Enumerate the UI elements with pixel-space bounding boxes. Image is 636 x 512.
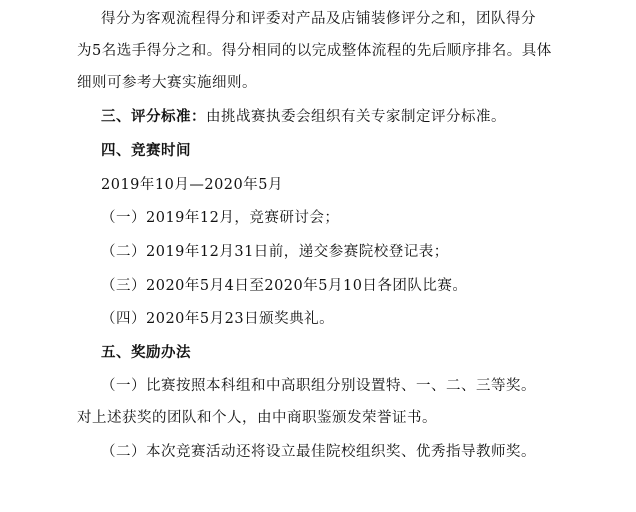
section-three-line — [101, 107, 506, 127]
award-item-line: 对上述获奖的团队和个人，由中商职鉴颁发荣誉证书。 — [77, 410, 437, 426]
award-item-line: （一）比赛按照本科组和中高职组分别设置特、一、二、三等奖。 — [101, 378, 536, 394]
award-item-line: （二）本次竞赛活动还将设立最佳院校组织奖、优秀指导教师奖。 — [101, 444, 536, 460]
section-three-text: 由挑战赛执委会组织有关专家制定评分标准。 — [206, 109, 506, 125]
schedule-item: （一）2019年12月，竞赛研讨会； — [101, 210, 340, 226]
section-three-label: 三、评分标准： — [101, 108, 206, 125]
paragraph-line: 得分为客观流程得分和评委对产品及店铺装修评分之和，团队得分 — [101, 11, 536, 27]
paragraph-line: 细则可参考大赛实施细则。 — [77, 75, 257, 91]
competition-date-range: 2019年10月—2020年5月 — [101, 177, 283, 193]
paragraph-line: 为5名选手得分之和。得分相同的以完成整体流程的先后顺序排名。具体 — [77, 43, 552, 59]
schedule-item: （四）2020年5月23日颁奖典礼。 — [101, 311, 335, 327]
section-four-heading: 四、竞赛时间 — [101, 142, 191, 159]
section-five-heading: 五、奖励办法 — [101, 344, 191, 361]
schedule-item: （二）2019年12月31日前，递交参赛院校登记表； — [101, 244, 449, 260]
schedule-item: （三）2020年5月4日至2020年5月10日各团队比赛。 — [101, 278, 468, 294]
